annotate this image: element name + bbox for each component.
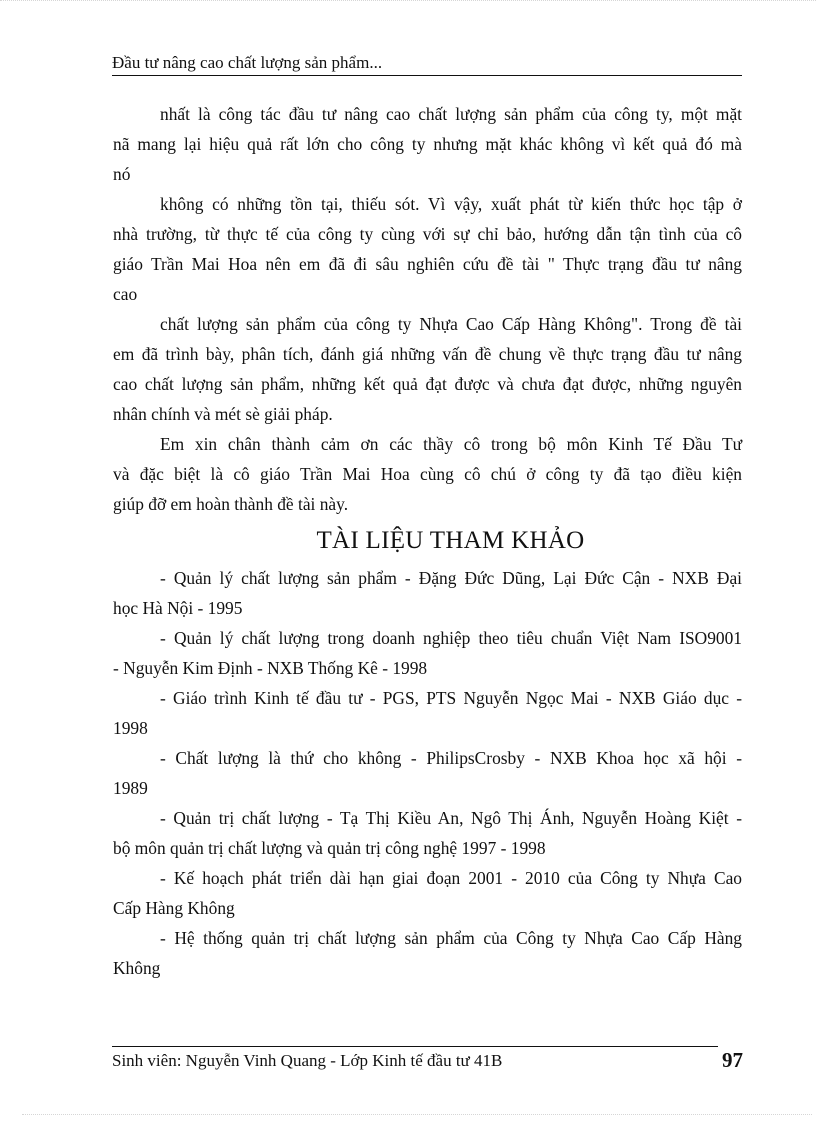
body-line: giúp đỡ em hoàn thành đề tài này. bbox=[113, 494, 349, 514]
body-line: nhân chính và mét sè giải pháp. bbox=[113, 404, 333, 424]
running-header: Đầu tư nâng cao chất lượng sản phẩm... bbox=[112, 53, 383, 72]
body-line: chất lượng sản phẩm của công ty Nhựa Cao Cấp Hàng Không". Trong đề tài bbox=[160, 314, 742, 334]
reference-line: 1989 bbox=[113, 778, 148, 798]
body-line: cao bbox=[113, 284, 138, 304]
body-line: Em xin chân thành cảm ơn các thầy cô trong bộ môn Kinh Tế Đầu Tư bbox=[160, 434, 742, 454]
reference-line: bộ môn quản trị chất lượng và quản trị công nghệ 1997 - 1998 bbox=[113, 838, 546, 858]
footer-rule bbox=[112, 1046, 718, 1047]
body-line: nó bbox=[113, 164, 131, 184]
body-line: nã mang lại hiệu quả rất lớn cho công ty nhưng mặt khác không vì kết quả đó mà bbox=[113, 134, 742, 154]
reference-line: - Nguyễn Kim Định - NXB Thống Kê - 1998 bbox=[113, 658, 428, 678]
body-line: em đã trình bày, phân tích, đánh giá những vấn đề chung về thực trạng đầu tư nâng bbox=[113, 344, 742, 364]
reference-line: 1998 bbox=[113, 718, 148, 738]
body-line: giáo Trần Mai Hoa nên em đã đi sâu nghiên cứu đề tài " Thực trạng đầu tư nâng bbox=[113, 254, 742, 274]
body-line: nhất là công tác đầu tư nâng cao chất lượng sản phẩm của công ty, một mặt bbox=[160, 104, 742, 124]
page-frame-top bbox=[0, 0, 816, 9]
reference-line: - Chất lượng là thứ cho không - PhilipsCrosby - NXB Khoa học xã hội - bbox=[160, 748, 742, 768]
reference-line: - Giáo trình Kinh tế đầu tư - PGS, PTS Nguyễn Ngọc Mai - NXB Giáo dục - bbox=[160, 688, 742, 708]
body-line: nhà trường, từ thực tế của công ty cùng với sự chỉ bảo, hướng dẫn tận tình của cô bbox=[113, 224, 742, 244]
body-line: không có những tồn tại, thiếu sót. Vì vậy, xuất phát từ kiến thức học tập ở bbox=[160, 194, 742, 214]
reference-line: Không bbox=[113, 958, 161, 978]
reference-line: - Quản lý chất lượng trong doanh nghiệp theo tiêu chuẩn Việt Nam ISO9001 bbox=[160, 628, 742, 648]
reference-line: - Quản trị chất lượng - Tạ Thị Kiều An, Ngô Thị Ánh, Nguyễn Hoàng Kiệt - bbox=[160, 808, 742, 828]
header-rule bbox=[112, 75, 742, 76]
references-heading: TÀI LIỆU THAM KHẢO bbox=[316, 527, 585, 554]
reference-line: - Quản lý chất lượng sản phẩm - Đặng Đức Dũng, Lại Đức Cận - NXB Đại bbox=[160, 568, 742, 588]
reference-line: - Hệ thống quản trị chất lượng sản phẩm của Công ty Nhựa Cao Cấp Hàng bbox=[160, 928, 742, 948]
body-line: cao chất lượng sản phẩm, những kết quả đạt được và chưa đạt được, những nguyên bbox=[113, 374, 742, 394]
body-line: và đặc biệt là cô giáo Trần Mai Hoa cùng cô chú ở công ty đã tạo điều kiện bbox=[113, 464, 742, 484]
reference-line: Cấp Hàng Không bbox=[113, 898, 235, 918]
page-body bbox=[113, 99, 742, 983]
reference-line: học Hà Nội - 1995 bbox=[113, 598, 243, 618]
page-number: 97 bbox=[722, 1048, 743, 1072]
footer-student-info: Sinh viên: Nguyễn Vinh Quang - Lớp Kinh tế đầu tư 41B bbox=[112, 1051, 503, 1070]
reference-line: - Kế hoạch phát triển dài hạn giai đoạn 2001 - 2010 của Công ty Nhựa Cao bbox=[160, 868, 742, 888]
page-frame-bottom bbox=[22, 1114, 812, 1115]
